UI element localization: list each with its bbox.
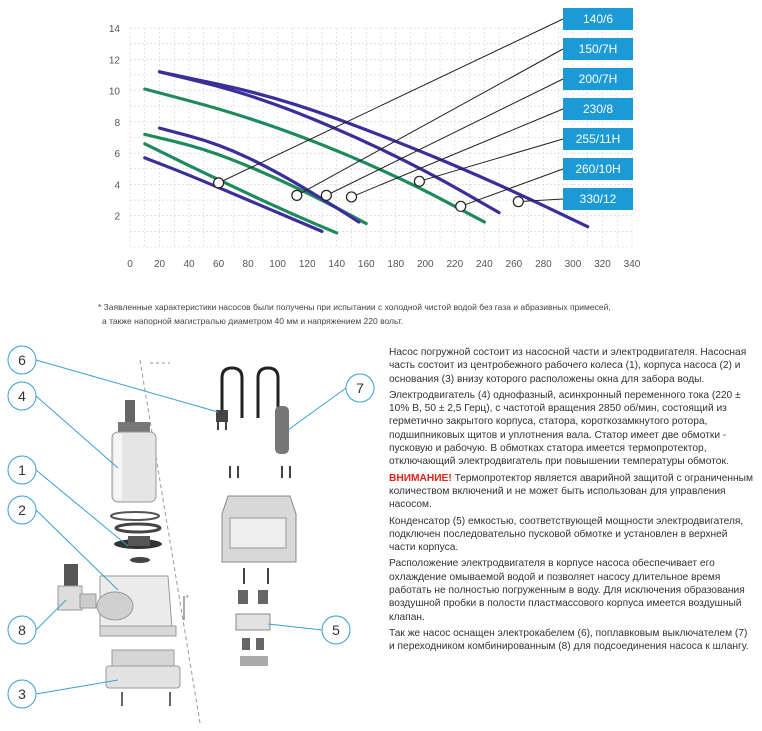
series-marker-0 (214, 178, 224, 188)
legend-tag-2: 200/7H (563, 68, 633, 90)
x-tick-label: 340 (623, 259, 641, 270)
legend-tag-0: 140/6 (563, 8, 633, 30)
x-tick-label: 80 (242, 259, 254, 270)
callout-7: 7 (356, 380, 364, 396)
x-tick-label: 120 (298, 259, 316, 270)
leader-lines (36, 360, 346, 694)
callout-circles (8, 346, 374, 708)
x-tick-label: 160 (357, 259, 375, 270)
screws (230, 466, 290, 478)
description-paragraph-4: Расположение электродвигателя в корпусе насоса обеспечивает его охлаждение омываемой водой и позволяет насосу длительное время работать не полностью погруженным в воду. Для исключения образования воздушной пробки в полости пластмассового корпуса имеется воздушный клапан. (389, 558, 745, 623)
x-tick-label: 300 (564, 259, 582, 270)
pump-description (389, 346, 755, 657)
description-paragraph-3: Конденсатор (5) емкостью, соответствующей мощности электродвигателя, подключен последовательно пусковой обмотке и установлен в верхней части корпуса. (389, 515, 744, 554)
series-marker-4 (414, 176, 424, 186)
y-tick-label: 6 (114, 149, 120, 161)
x-tick-label: 60 (213, 259, 225, 270)
footnote (98, 300, 698, 328)
warning-label: ВНИМАНИЕ! (389, 472, 452, 484)
callout-3: 3 (18, 686, 26, 702)
footnote-line-1: * Заявленные характеристики насосов были получены при испытании с холодной чистой водой без газа и абразивных примесей, (98, 302, 611, 312)
top-cover-part (222, 496, 296, 584)
series-marker-1 (292, 190, 302, 200)
callout-6: 6 (18, 352, 26, 368)
x-tick-label: 240 (476, 259, 493, 270)
legend-tag-1: 150/7H (563, 38, 633, 60)
y-tick-label: 8 (114, 117, 120, 129)
performance-chart (0, 0, 762, 300)
capacitor-part (236, 590, 270, 666)
legend-tag-6: 330/12 (563, 188, 633, 210)
x-tick-label: 220 (446, 259, 464, 270)
x-tick-label: 100 (269, 259, 286, 270)
series-marker-3 (346, 192, 356, 202)
warning-text: Термопротектор является аварийной защитой с ограниченным количеством включений и не может быть использован для управления насосом. (389, 472, 753, 511)
x-tick-label: 40 (183, 259, 195, 270)
callout-4: 4 (18, 388, 26, 404)
x-tick-label: 320 (594, 259, 611, 270)
description-paragraph-2: Электродвигатель (4) однофазный, асинхронный переменного тока (220 ± 10% В, 50 ± 2,5 Герц), с частотой вращения 2850 об/мин, состоящий из герметично закрытого корпуса, статора, короткозамкнутого ротора, подшипниковых щитов и уплотнения вала. Статор имеет две обмотки - пусковую и рабочую. В обмотках статора имеется термопротектор, отключающий электродвигатель при повышении температуры обмоток. (389, 389, 741, 468)
x-tick-label: 180 (387, 259, 405, 270)
series-line-0 (145, 144, 337, 233)
warning-paragraph (389, 472, 755, 512)
x-tick-label: 0 (127, 259, 133, 270)
y-tick-label: 14 (108, 24, 120, 35)
x-tick-label: 20 (153, 259, 166, 270)
description-paragraph-5: Так же насос оснащен электрокабелем (6), поплавковым выключателем (7) и переходником комбинированным (8) для подсоединения насоса к шлангу. (389, 627, 749, 653)
legend-leader-2 (326, 79, 563, 195)
x-tick-label: 200 (416, 259, 434, 270)
series-marker-6 (513, 197, 523, 207)
legend-tag-5: 260/10H (563, 158, 633, 180)
footnote-line-2: а также напорной магистралью диаметром 40 мм и напряжением 220 вольт. (102, 316, 404, 326)
y-tick-label: 4 (114, 180, 120, 192)
y-tick-label: 12 (108, 55, 120, 67)
y-tick-label: 2 (114, 211, 120, 223)
callout-5: 5 (332, 622, 340, 638)
legend-tag-4: 255/11H (563, 128, 633, 150)
svg-text:*: * (186, 595, 189, 602)
pump-body-part (97, 576, 176, 636)
x-tick-label: 140 (328, 259, 346, 270)
base-part (106, 650, 180, 706)
legend-leader-6 (518, 199, 563, 202)
callout-8: 8 (18, 622, 26, 638)
legend-tag-3: 230/8 (563, 98, 633, 120)
chart-svg (0, 0, 762, 300)
exploded-pump-diagram (0, 338, 385, 726)
series-marker-2 (321, 190, 331, 200)
callout-1: 1 (18, 462, 26, 478)
x-tick-label: 280 (535, 259, 552, 270)
x-tick-label: 260 (505, 259, 523, 270)
y-tick-label: 10 (108, 86, 120, 98)
series-marker-5 (456, 201, 466, 211)
adapter-part (58, 564, 96, 610)
impeller-part (111, 512, 162, 563)
description-paragraph-1: Насос погружной состоит из насосной части и электродвигателя. Насосная часть состоит из центробежного рабочего колеса (1), корпуса насоса (2) и основания (3) внизу которого расположены окна для забора воды. (389, 347, 747, 385)
cable-part (216, 368, 289, 454)
callout-2: 2 (18, 502, 26, 518)
